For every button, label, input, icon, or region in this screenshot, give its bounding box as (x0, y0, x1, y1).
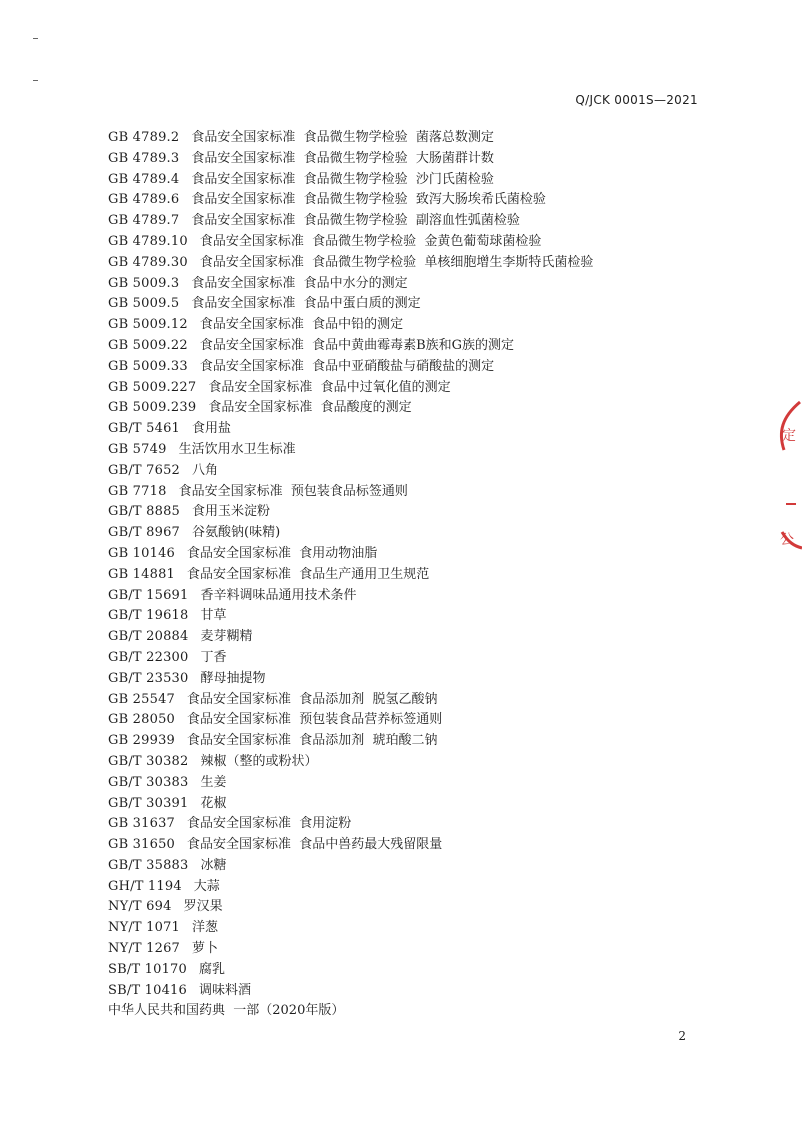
reference-code: GB/T 5461 (108, 421, 181, 437)
reference-title: 食品安全国家标准 食品微生物学检验 金黄色葡萄球菌检验 (199, 233, 542, 249)
reference-code: NY/T 694 (108, 899, 172, 915)
reference-title: 香辛料调味品通用技术条件 (200, 587, 357, 603)
reference-title: 花椒 (200, 795, 227, 811)
reference-item (108, 606, 708, 627)
reference-code: GB 31637 (108, 816, 176, 832)
reference-title: 丁香 (200, 649, 227, 665)
reference-item (108, 835, 708, 856)
reference-code: GB 31650 (108, 837, 176, 853)
reference-item (108, 939, 708, 960)
reference-title: 食品安全国家标准 食品微生物学检验 大肠菌群计数 (191, 150, 494, 166)
reference-item (108, 710, 708, 731)
reference-title: 食品安全国家标准 食品微生物学检验 沙门氏菌检验 (191, 171, 494, 187)
reference-code: GB 4789.3 (108, 150, 180, 166)
reference-item (108, 336, 708, 357)
reference-item (108, 981, 708, 1002)
reference-title: 生活饮用水卫生标准 (178, 441, 296, 457)
margin-mark-top (33, 38, 38, 39)
reference-code: NY/T 1071 (108, 920, 181, 936)
reference-code: GB/T 8885 (108, 504, 181, 520)
reference-item (108, 128, 708, 149)
reference-item (108, 690, 708, 711)
reference-code: GB 4789.4 (108, 171, 180, 187)
reference-title: 食品安全国家标准 食品中蛋白质的测定 (191, 296, 421, 312)
reference-item (108, 773, 708, 794)
reference-code: GB 14881 (108, 566, 176, 582)
reference-code: GB 5009.227 (108, 379, 197, 395)
reference-item (108, 419, 708, 440)
reference-item (108, 565, 708, 586)
reference-item (108, 398, 708, 419)
reference-code: GB/T 30382 (108, 753, 189, 769)
reference-item (108, 877, 708, 898)
reference-code: GB 10146 (108, 545, 176, 561)
reference-code: GB 5009.33 (108, 358, 188, 374)
reference-item (108, 856, 708, 877)
reference-item (108, 253, 708, 274)
reference-title: 调味料酒 (199, 982, 252, 998)
reference-item (108, 440, 708, 461)
reference-code: NY/T 1267 (108, 941, 181, 957)
reference-code: GB/T 7652 (108, 462, 181, 478)
reference-item (108, 357, 708, 378)
reference-item (108, 461, 708, 482)
reference-item (108, 627, 708, 648)
reference-code: GB/T 22300 (108, 649, 189, 665)
reference-title: 食用玉米淀粉 (192, 504, 271, 520)
reference-code: GB/T 19618 (108, 608, 189, 624)
reference-title: 洋葱 (192, 920, 219, 936)
reference-title: 腐乳 (199, 961, 226, 977)
reference-title: 食品安全国家标准 食品添加剂 脱氢乙酸钠 (187, 691, 438, 707)
reference-title: 食品安全国家标准 预包装食品营养标签通则 (187, 712, 443, 728)
reference-code: GB 5009.12 (108, 317, 188, 333)
reference-code: GB 5009.3 (108, 275, 180, 291)
reference-title: 生姜 (200, 774, 227, 790)
reference-item (108, 170, 708, 191)
reference-title: 食品安全国家标准 食品中铅的测定 (199, 317, 404, 333)
reference-title: 食品安全国家标准 食品微生物学检验 菌落总数测定 (191, 130, 494, 145)
reference-title: 食品安全国家标准 食品微生物学检验 致泻大肠埃希氏菌检验 (191, 192, 546, 208)
reference-title: 罗汉果 (183, 899, 223, 915)
reference-item (108, 918, 708, 939)
reference-item (108, 502, 708, 523)
reference-item (108, 586, 708, 607)
reference-code: GB 5009.5 (108, 296, 180, 312)
reference-item (108, 544, 708, 565)
reference-item (108, 315, 708, 336)
reference-code: GB 25547 (108, 691, 176, 707)
reference-code: GB 5749 (108, 441, 167, 457)
reference-title: 食品安全国家标准 食品添加剂 琥珀酸二钠 (187, 733, 438, 749)
reference-code: GB 4789.10 (108, 233, 188, 249)
reference-code: SB/T 10170 (108, 961, 187, 977)
reference-item (108, 648, 708, 669)
reference-item (108, 211, 708, 232)
page-number: 2 (678, 1029, 686, 1043)
reference-item (108, 482, 708, 503)
reference-code: SB/T 10416 (108, 982, 187, 998)
reference-title: 冰糖 (200, 857, 227, 873)
reference-item (108, 669, 708, 690)
reference-title: 谷氨酸钠(味精) (192, 525, 281, 541)
svg-text:定: 定 (782, 428, 796, 444)
red-seal-stamp-edge (772, 392, 802, 562)
reference-item (108, 232, 708, 253)
reference-item (108, 190, 708, 211)
reference-item (108, 523, 708, 544)
reference-code: GB 5009.22 (108, 337, 188, 353)
reference-code: GB/T 35883 (108, 857, 189, 873)
reference-title: 食品安全国家标准 食品中黄曲霉毒素B族和G族的测定 (199, 337, 515, 353)
reference-title: 食用盐 (192, 421, 232, 437)
reference-title: 食品安全国家标准 食品微生物学检验 单核细胞增生李斯特氏菌检验 (199, 254, 594, 270)
reference-item (108, 752, 708, 773)
reference-item (108, 274, 708, 295)
reference-title: 食品安全国家标准 预包装食品标签通则 (178, 483, 408, 499)
reference-item (108, 149, 708, 170)
reference-title: 酵母抽提物 (200, 670, 266, 686)
reference-code: GB/T 30383 (108, 774, 189, 790)
reference-item (108, 794, 708, 815)
reference-code: GB/T 23530 (108, 670, 189, 686)
reference-code: GB 4789.30 (108, 254, 188, 270)
svg-text:公: 公 (780, 532, 794, 548)
reference-code: GB 28050 (108, 712, 176, 728)
margin-mark-bottom (33, 80, 38, 81)
reference-item (108, 960, 708, 981)
reference-code: GB 5009.239 (108, 400, 197, 416)
reference-item (108, 1001, 708, 1022)
reference-code: GB/T 15691 (108, 587, 189, 603)
reference-code: GB/T 30391 (108, 795, 189, 811)
reference-title: 食品安全国家标准 食用淀粉 (187, 816, 352, 832)
reference-title: 食品安全国家标准 食品中兽药最大残留限量 (187, 837, 443, 853)
reference-item (108, 897, 708, 918)
reference-code: GB 7718 (108, 483, 167, 499)
reference-code: GB 4789.7 (108, 213, 180, 229)
reference-title: 甘草 (200, 608, 227, 624)
reference-code: GB 4789.2 (108, 130, 180, 145)
reference-code: GB/T 8967 (108, 525, 181, 541)
reference-code: GB 29939 (108, 733, 176, 749)
reference-code: GB 4789.6 (108, 192, 180, 208)
reference-title: 八角 (192, 462, 219, 478)
reference-title: 食品安全国家标准 食品生产通用卫生规范 (187, 566, 430, 582)
reference-title: 食品安全国家标准 食用动物油脂 (187, 545, 378, 561)
reference-title: 辣椒（整的或粉状） (200, 753, 318, 769)
reference-code: GB/T 20884 (108, 629, 189, 645)
reference-title: 食品安全国家标准 食品酸度的测定 (208, 400, 412, 416)
reference-item (108, 378, 708, 399)
reference-item (108, 731, 708, 752)
reference-item (108, 294, 708, 315)
reference-title: 食品安全国家标准 食品中水分的测定 (191, 275, 408, 291)
reference-title: 大蒜 (193, 878, 220, 894)
reference-title: 中华人民共和国药典 一部（2020年版） (108, 1003, 345, 1019)
reference-title: 萝卜 (192, 941, 219, 957)
reference-title: 食品安全国家标准 食品微生物学检验 副溶血性弧菌检验 (191, 213, 520, 229)
reference-code: GH/T 1194 (108, 878, 182, 894)
reference-item (108, 814, 708, 835)
reference-title: 食品安全国家标准 食品中过氧化值的测定 (208, 379, 451, 395)
normative-references-list (108, 128, 708, 1022)
standard-code-header: Q/JCK 0001S—2021 (575, 93, 698, 107)
reference-title: 麦芽糊精 (200, 629, 253, 645)
reference-title: 食品安全国家标准 食品中亚硝酸盐与硝酸盐的测定 (199, 358, 495, 374)
